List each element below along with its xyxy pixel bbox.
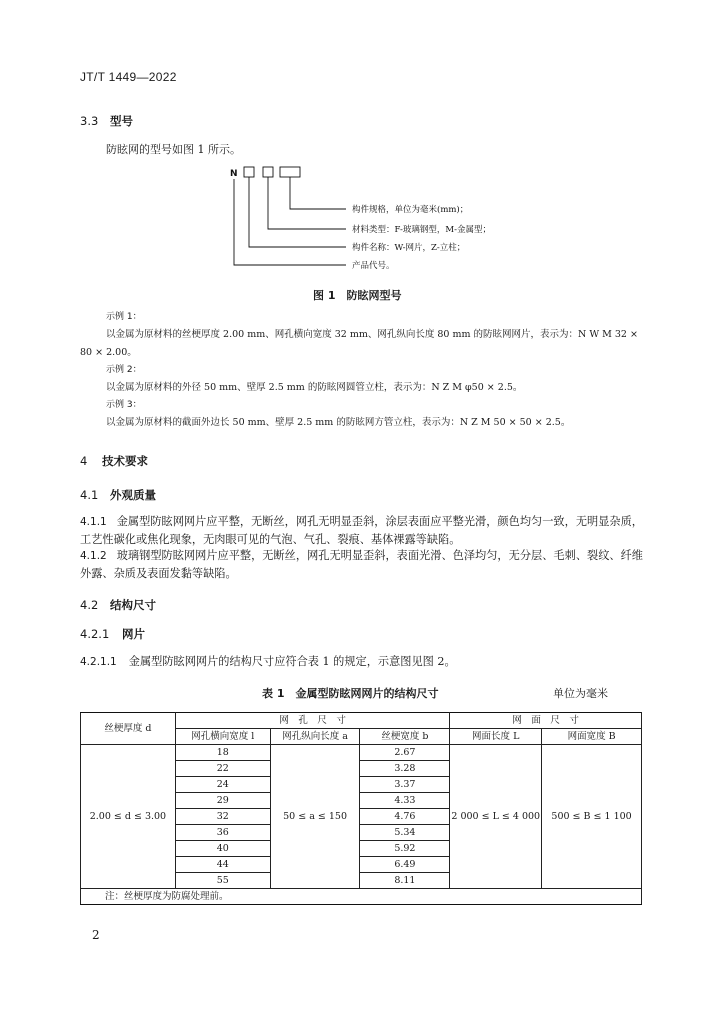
table-1-unit: 单位为毫米 [553,687,608,700]
example-1-title: 示例 1： [106,312,142,322]
paragraph-number: 4.1.2 [80,550,107,562]
section-number: 4.1 [80,488,99,502]
figure-1-diagram [228,166,528,276]
header-mesh-size: 网 孔 尺 寸 [175,713,449,729]
cell-B-range: 500 ≤ B ≤ 1 100 [542,745,642,889]
cell-L-range: 2 000 ≤ L ≤ 4 000 [450,745,542,889]
label-material: 材料类型：F-玻璃钢型，M-金属型； [352,225,491,235]
paragraph-4-1-2 [80,547,643,582]
prefix-letter: N [230,169,238,179]
page-number: 2 [92,928,100,942]
label-component: 构件名称：W-网片，Z-立柱； [352,243,466,253]
header-l: 网孔横向宽度 l [175,729,270,745]
cell-l: 22 [175,761,270,777]
cell-b: 4.76 [360,809,450,825]
table-note: 注：丝梗厚度为防腐处理前。 [81,889,642,905]
section-number: 4.2 [80,598,99,612]
paragraph-number: 4.2.1.1 [80,656,117,668]
table-1 [80,712,642,905]
paragraph-4-1-1 [80,513,643,548]
example-1-line-2: 80 × 2.00。 [80,347,137,358]
section-4-2-heading [80,597,156,613]
section-title: 技术要求 [102,454,148,468]
cell-l: 44 [175,857,270,873]
section-4-2-1-heading [80,626,145,642]
section-title: 结构尺寸 [110,598,156,612]
section-number: 4.2.1 [80,627,110,641]
paragraph-text: 金属型防眩网网片的结构尺寸应符合表 1 的规定，示意图见图 2。 [128,655,456,668]
example-2-title: 示例 2： [106,365,142,375]
leader-line-component [249,177,346,247]
figure-1-caption: 图 1 防眩网型号 [313,289,402,302]
cell-thickness-range: 2.00 ≤ d ≤ 3.00 [81,745,176,889]
paragraph-number: 4.1.1 [80,516,107,528]
cell-l: 55 [175,873,270,889]
label-product: 产品代号。 [352,261,395,271]
section-title: 网片 [122,627,145,641]
table-1-caption: 表 1 金属型防眩网网片的结构尺寸 [262,687,439,700]
cell-b: 3.28 [360,761,450,777]
section-number: 4 [80,454,88,468]
cell-b: 5.92 [360,841,450,857]
header-face-size: 网 面 尺 寸 [450,713,642,729]
table-header-row-1 [81,713,642,729]
section-3-3-intro: 防眩网的型号如图 1 所示。 [106,143,241,156]
paragraph-text: 玻璃钢型防眩网网片应平整，无断丝，网孔无明显歪斜，表面光滑、色泽均匀，无分层、毛刺、裂纹、纤维外露、杂质及表面发黏等缺陷。 [80,549,643,580]
cell-b: 5.34 [360,825,450,841]
example-2-line-1: 以金属为原材料的外径 50 mm、壁厚 2.5 mm 的防眩网圆管立柱，表示为：N Z M φ50 × 2.5。 [106,382,523,393]
header-L: 网面长度 L [450,729,542,745]
document-id: JT/T 1449—2022 [80,70,177,84]
cell-b: 3.37 [360,777,450,793]
section-4-heading [80,453,148,469]
cell-b: 6.49 [360,857,450,873]
cell-l: 36 [175,825,270,841]
section-3-3-heading [80,113,133,129]
cell-a-range: 50 ≤ a ≤ 150 [270,745,360,889]
cell-l: 29 [175,793,270,809]
section-title: 外观质量 [110,488,156,502]
cell-b: 2.67 [360,745,450,761]
table-note-row [81,889,642,905]
example-3-title: 示例 3： [106,400,142,410]
cell-b: 4.33 [360,793,450,809]
paragraph-text: 金属型防眩网网片应平整，无断丝，网孔无明显歪斜，涂层表面应平整光滑，颜色均匀一致，无明显杂质，工艺性碳化或焦化现象，无肉眼可见的气泡、气孔、裂痕、基体裸露等缺陷。 [80,515,643,546]
model-code-diagram [228,166,528,276]
section-number: 3.3 [80,114,99,128]
header-B: 网面宽度 B [542,729,642,745]
header-a: 网孔纵向长度 a [270,729,360,745]
paragraph-4-2-1-1 [80,653,643,671]
cell-l: 24 [175,777,270,793]
example-3-line-1: 以金属为原材料的截面外边长 50 mm、壁厚 2.5 mm 的防眩网方管立柱，表示为：N Z M 50 × 50 × 2.5。 [106,417,571,428]
cell-b: 8.11 [360,873,450,889]
code-box-2 [263,167,273,177]
leader-line-material [268,177,346,229]
cell-l: 32 [175,809,270,825]
cell-l: 40 [175,841,270,857]
leader-line-spec [290,177,346,209]
header-thickness: 丝梗厚度 d [81,713,176,745]
section-title: 型号 [110,114,133,128]
code-box-3 [280,167,300,177]
code-box-1 [244,167,254,177]
section-4-1-heading [80,487,156,503]
example-1-line-1: 以金属为原材料的丝梗厚度 2.00 mm、网孔横向宽度 32 mm、网孔纵向长度 80 mm 的防眩网网片，表示为：N W M 32 × [106,329,638,340]
table-row [81,745,642,761]
cell-l: 18 [175,745,270,761]
header-b: 丝梗宽度 b [360,729,450,745]
label-spec: 构件规格，单位为毫米(mm)； [352,205,469,215]
